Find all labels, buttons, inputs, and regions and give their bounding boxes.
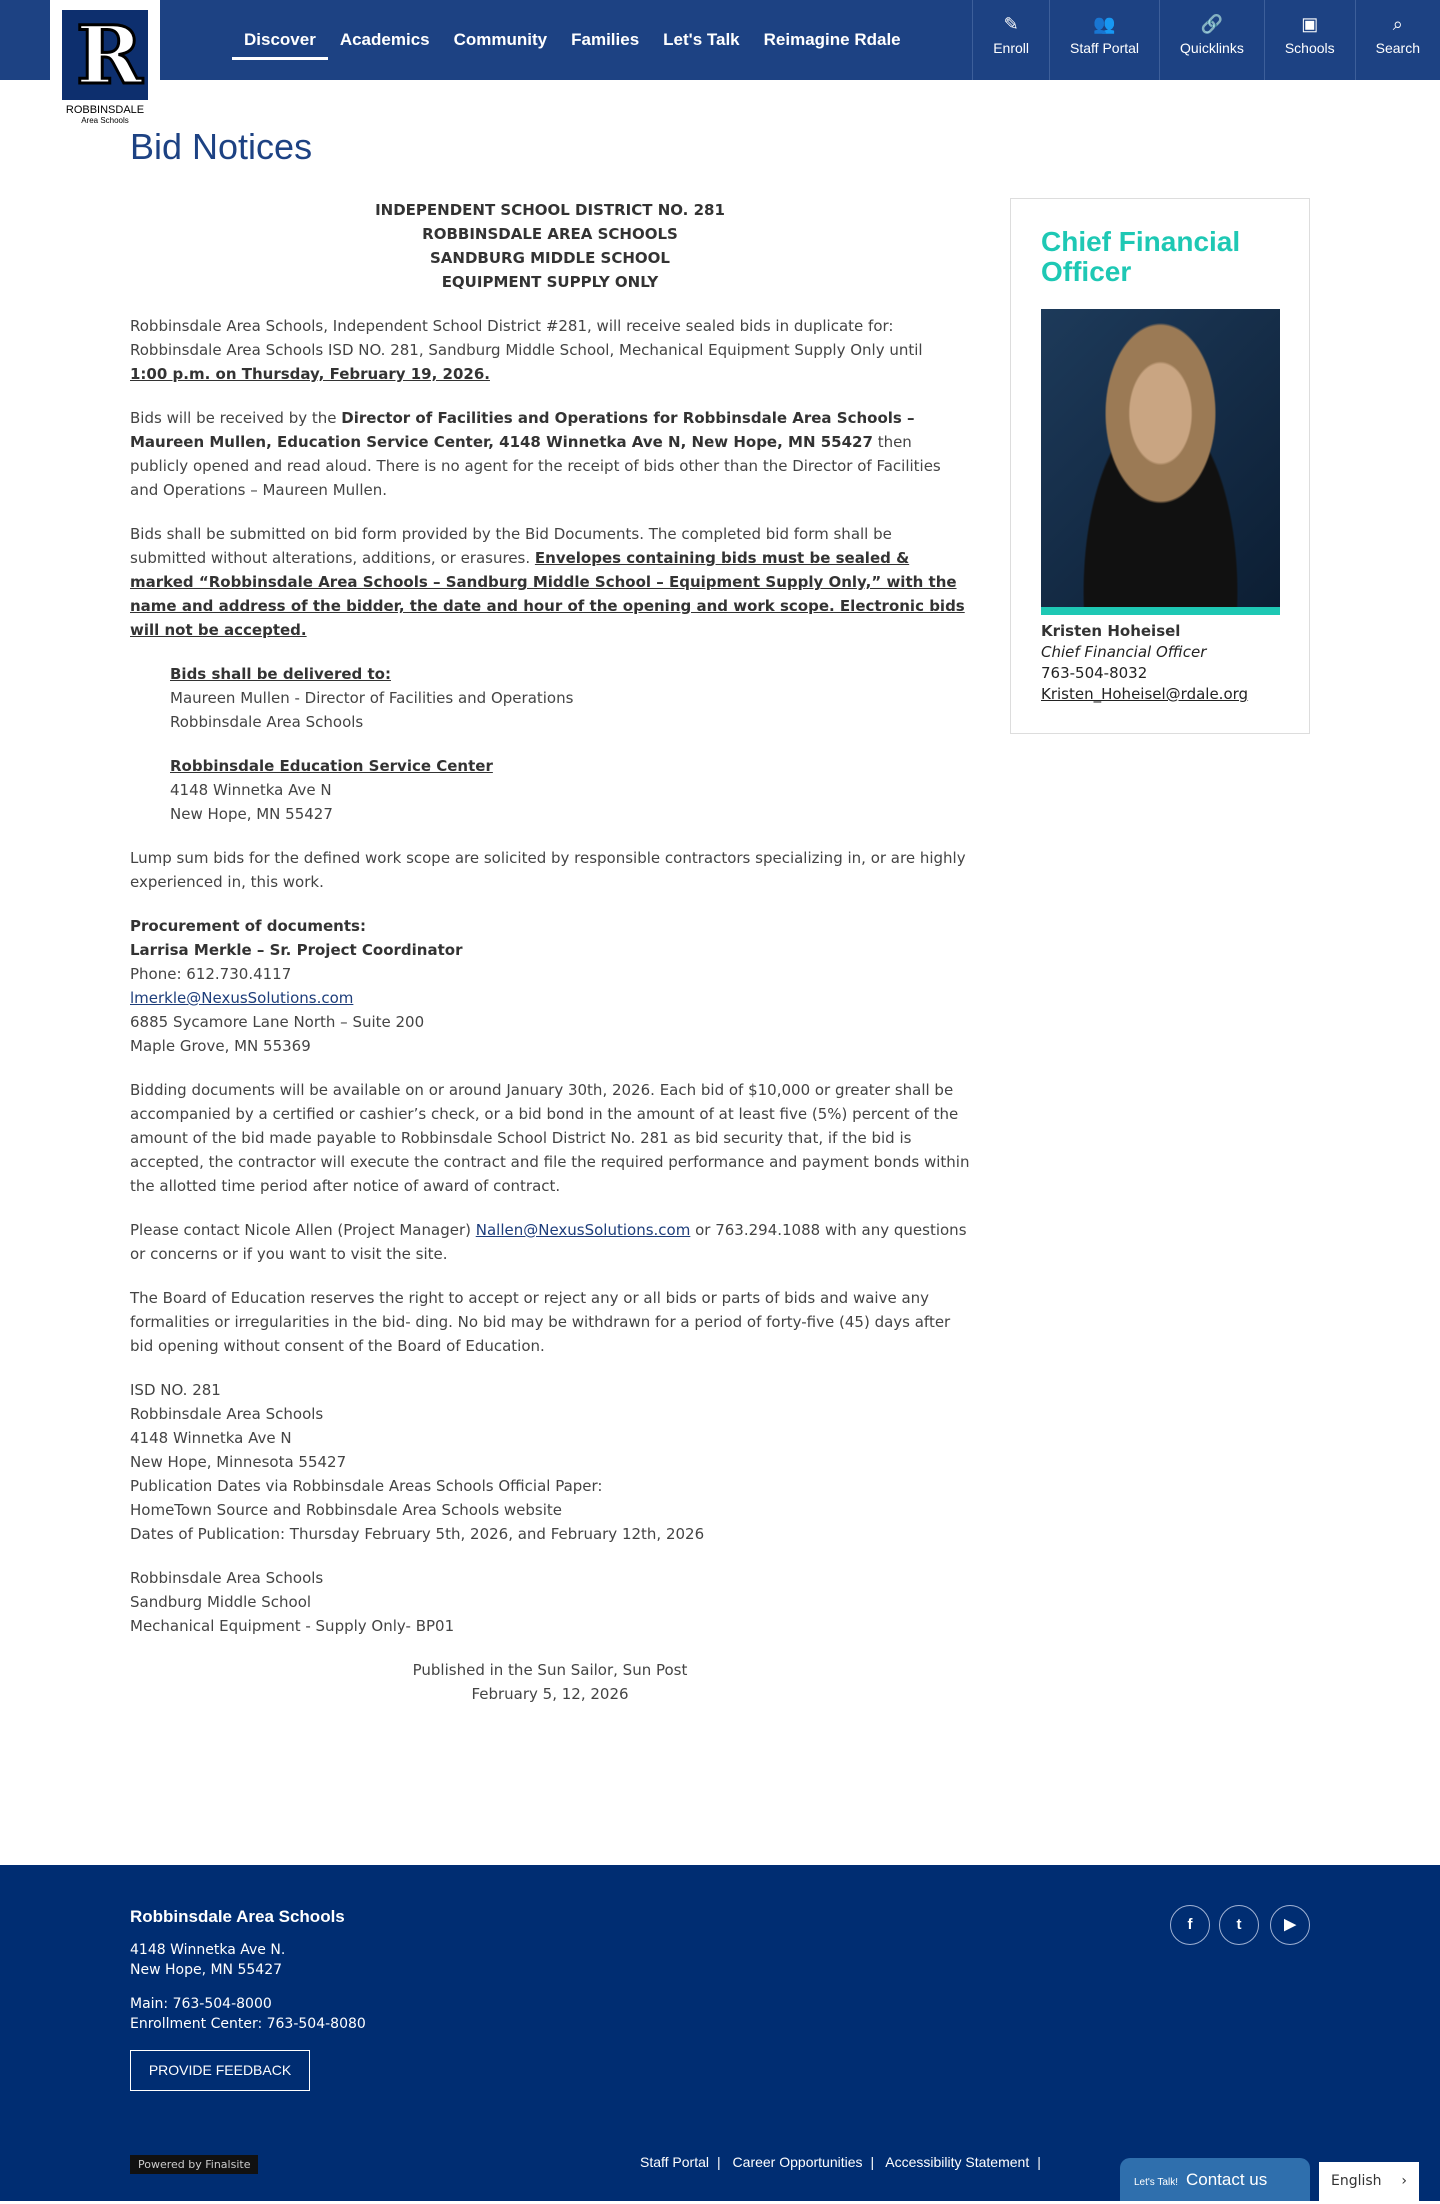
paragraph-intro <box>130 314 970 386</box>
footer-district-name: Robbinsdale Area Schools <box>130 1907 345 1926</box>
main-phone: Main: 763-504-8000 <box>130 1996 272 2012</box>
paragraph-scope: Lump sum bids for the defined work scope are solicited by responsible contractors specializing in, or are highly experienced in, this work. <box>130 849 966 891</box>
notice-heading <box>130 198 970 294</box>
search-label: Search <box>1375 40 1420 56</box>
district-logo[interactable] <box>50 0 160 128</box>
delivery-block <box>130 662 970 734</box>
footer-phones <box>130 1994 366 2034</box>
paragraph-bidding-documents: Bidding documents will be available on or around January 30th, 2026. Each bid of $10,000 or greater shall be accompanied by a certified or cashier’s check, or a bid bond in the amount of at least five (5%) percent of the amount of the bid made payable to Robbinsdale School District No. 281 as bid security that, if the bid is accepted, the contractor will execute the contract and file the required performance and payment bonds within the allotted time period after notice of award of contract. <box>130 1081 970 1195</box>
text: Maureen Mullen - Director of Facilities and Operations <box>170 689 574 707</box>
project-block <box>130 1566 970 1638</box>
footer-link-staff-portal[interactable]: Staff Portal <box>640 2154 710 2170</box>
quicklinks-button[interactable] <box>1159 0 1264 80</box>
logo-text: ROBBINSDALE <box>65 104 145 116</box>
cfo-photo <box>1041 309 1280 615</box>
project-manager-email-link[interactable]: Nallen@NexusSolutions.com <box>475 1221 691 1239</box>
enroll-button[interactable] <box>972 0 1049 80</box>
cfo-role: Chief Financial Officer <box>1041 643 1207 661</box>
provide-feedback-button[interactable]: PROVIDE FEEDBACK <box>130 2050 310 2091</box>
text: Bids shall be submitted on bid form provided by the Bid Documents. The completed bid form shall be submitted without alterations, additions, or erasures. <box>130 525 892 567</box>
language-selector[interactable] <box>1319 2162 1419 2201</box>
text: Dates of Publication: Thursday February 5th, 2026, and February 12th, 2026 <box>130 1525 705 1543</box>
people-icon: 👥 <box>1093 14 1116 34</box>
text: Bids will be received by the <box>130 409 342 427</box>
text: Sandburg Middle School <box>130 1593 312 1611</box>
footer-link-accessibility[interactable]: Accessibility Statement <box>885 2154 1030 2170</box>
footer-links <box>640 2154 1049 2170</box>
cfo-phone: 763-504-8032 <box>1041 664 1148 682</box>
youtube-icon[interactable]: ▶ <box>1270 1905 1310 1945</box>
cfo-sidebar-card <box>1010 198 1310 734</box>
schools-label: Schools <box>1284 40 1335 56</box>
cfo-name: Kristen Hoheisel <box>1041 622 1181 640</box>
text: Mechanical Equipment - Supply Only- BP01 <box>130 1617 455 1635</box>
twitter-icon[interactable]: t <box>1219 1905 1259 1945</box>
nav-lets-talk[interactable]: Let's Talk <box>663 30 740 49</box>
text: Robbinsdale Area Schools, Independent School District #281, will receive sealed bids in duplicate for: Robbinsdale Area Schools ISD NO. 281, Sandburg Middle School, Mechanical Equipment Supply Only until <box>130 317 923 359</box>
footer-address <box>130 1940 285 1980</box>
text: Maple Grove, MN 55369 <box>130 1037 311 1055</box>
enrollment-phone: Enrollment Center: 763-504-8080 <box>130 2016 366 2032</box>
published-block <box>130 1658 970 1706</box>
staff-portal-button[interactable] <box>1049 0 1159 80</box>
page-title: Bid Notices <box>130 126 313 167</box>
heading-line: ROBBINSDALE AREA SCHOOLS <box>422 225 678 243</box>
nav-community[interactable]: Community <box>453 30 548 49</box>
paragraph-board: The Board of Education reserves the right to accept or reject any or all bids or parts of bids and waive any formalities or irregularities in the bid- ding. No bid may be withdrawn for a period of forty-five (45) days after bid opening without consent of the Board of Education. <box>130 1289 951 1355</box>
footer-link-careers[interactable]: Career Opportunities <box>732 2154 863 2170</box>
text: Robbinsdale Area Schools <box>130 1569 324 1587</box>
text: HomeTown Source and Robbinsdale Area Schools website <box>130 1501 563 1519</box>
contact-label: Contact us <box>1185 2170 1268 2189</box>
staff-portal-label: Staff Portal <box>1070 40 1140 56</box>
site-header <box>0 0 1440 80</box>
text: 4148 Winnetka Ave N. <box>130 1942 286 1958</box>
delivery-heading: Bids shall be delivered to: <box>170 665 391 683</box>
nav-families[interactable]: Families <box>571 30 640 49</box>
bid-deadline: 1:00 p.m. on Thursday, February 19, 2026. <box>130 365 490 383</box>
text: Publication Dates via Robbinsdale Areas Schools Official Paper: <box>130 1477 603 1495</box>
text: ISD NO. 281 <box>130 1381 221 1399</box>
nav-discover[interactable]: Discover <box>232 0 328 80</box>
pencil-icon: ✎ <box>1003 14 1019 34</box>
powered-by-finalsite[interactable]: Powered by Finalsite <box>130 2155 258 2174</box>
text: New Hope, MN 55427 <box>170 805 333 823</box>
facebook-icon[interactable]: f <box>1170 1905 1210 1945</box>
paragraph-receipt <box>130 406 970 502</box>
main-nav <box>232 0 913 80</box>
paragraph-contact <box>130 1218 970 1266</box>
text: Please contact Nicole Allen (Project Manager) <box>130 1221 476 1239</box>
sidebar-title: Chief Financial Officer <box>1041 226 1241 287</box>
text: Robbinsdale Area Schools <box>170 713 364 731</box>
esc-block <box>130 754 970 826</box>
text: New Hope, Minnesota 55427 <box>130 1453 347 1471</box>
contact-us-button[interactable] <box>1120 2158 1310 2201</box>
paragraph-submission <box>130 522 970 642</box>
text: or 763.294.1088 with any questions or concerns or if you want to visit the site. <box>130 1221 967 1263</box>
chevron-right-icon: › <box>1401 2173 1407 2189</box>
text: then publicly opened and read aloud. There is no agent for the receipt of bids other than the Director of Facilities and Operations – Maureen Mullen. <box>130 433 941 499</box>
separator: | <box>1037 2154 1041 2170</box>
text: 4148 Winnetka Ave N <box>170 781 332 799</box>
procurement-contact: Larrisa Merkle – Sr. Project Coordinator <box>130 941 463 959</box>
heading-line: EQUIPMENT SUPPLY ONLY <box>441 273 659 291</box>
cfo-email-link[interactable]: Kristen_Hoheisel@rdale.org <box>1041 685 1249 703</box>
text: 6885 Sycamore Lane North – Suite 200 <box>130 1013 425 1031</box>
quicklinks-label: Quicklinks <box>1180 40 1244 56</box>
search-icon: ⌕ <box>1392 14 1403 34</box>
bid-notice-content <box>130 198 970 1726</box>
schools-button[interactable] <box>1264 0 1355 80</box>
heading-line: SANDBURG MIDDLE SCHOOL <box>430 249 670 267</box>
lets-talk-badge: Let's Talk! <box>1134 2177 1178 2188</box>
separator: | <box>717 2154 721 2170</box>
text: Published in the Sun Sailor, Sun Post <box>412 1661 688 1679</box>
search-button[interactable] <box>1355 0 1440 80</box>
schools-icon: ▣ <box>1301 14 1319 34</box>
cfo-info <box>1041 621 1248 705</box>
utility-nav <box>972 0 1440 80</box>
logo-mark: R <box>62 10 148 100</box>
nav-reimagine-rdale[interactable]: Reimagine Rdale <box>763 30 901 49</box>
text: Phone: 612.730.4117 <box>130 965 292 983</box>
signature-block <box>130 1378 970 1546</box>
text-bold-underline: Envelopes containing bids must be sealed & marked “Robbinsdale Area Schools – Sandburg Middle School – Equipment Supply Only,” with the name and address of the bidder, the date and hour of the opening and work scope. Electronic bids will not be accepted. <box>130 549 965 639</box>
procurement-email-link[interactable]: lmerkle@NexusSolutions.com <box>130 989 354 1007</box>
heading-line: INDEPENDENT SCHOOL DISTRICT NO. 281 <box>375 201 725 219</box>
separator: | <box>870 2154 875 2170</box>
text: New Hope, MN 55427 <box>130 1962 283 1978</box>
procurement-block <box>130 914 970 1058</box>
nav-academics[interactable]: Academics <box>339 30 430 49</box>
enroll-label: Enroll <box>993 40 1030 56</box>
text: Robbinsdale Area Schools <box>130 1405 324 1423</box>
text: 4148 Winnetka Ave N <box>130 1429 292 1447</box>
link-icon: 🔗 <box>1200 14 1224 34</box>
logo-subtext: Area Schools <box>81 116 129 125</box>
language-label: English <box>1331 2173 1382 2189</box>
esc-heading: Robbinsdale Education Service Center <box>170 757 493 775</box>
text: February 5, 12, 2026 <box>471 1685 629 1703</box>
procurement-heading: Procurement of documents: <box>130 917 366 935</box>
site-footer <box>0 1865 1440 2201</box>
text-bold: Director of Facilities and Operations for Robbinsdale Area Schools – Maureen Mullen, Education Service Center, 4148 Winnetka Ave N, New Hope, MN 55427 <box>130 409 915 451</box>
